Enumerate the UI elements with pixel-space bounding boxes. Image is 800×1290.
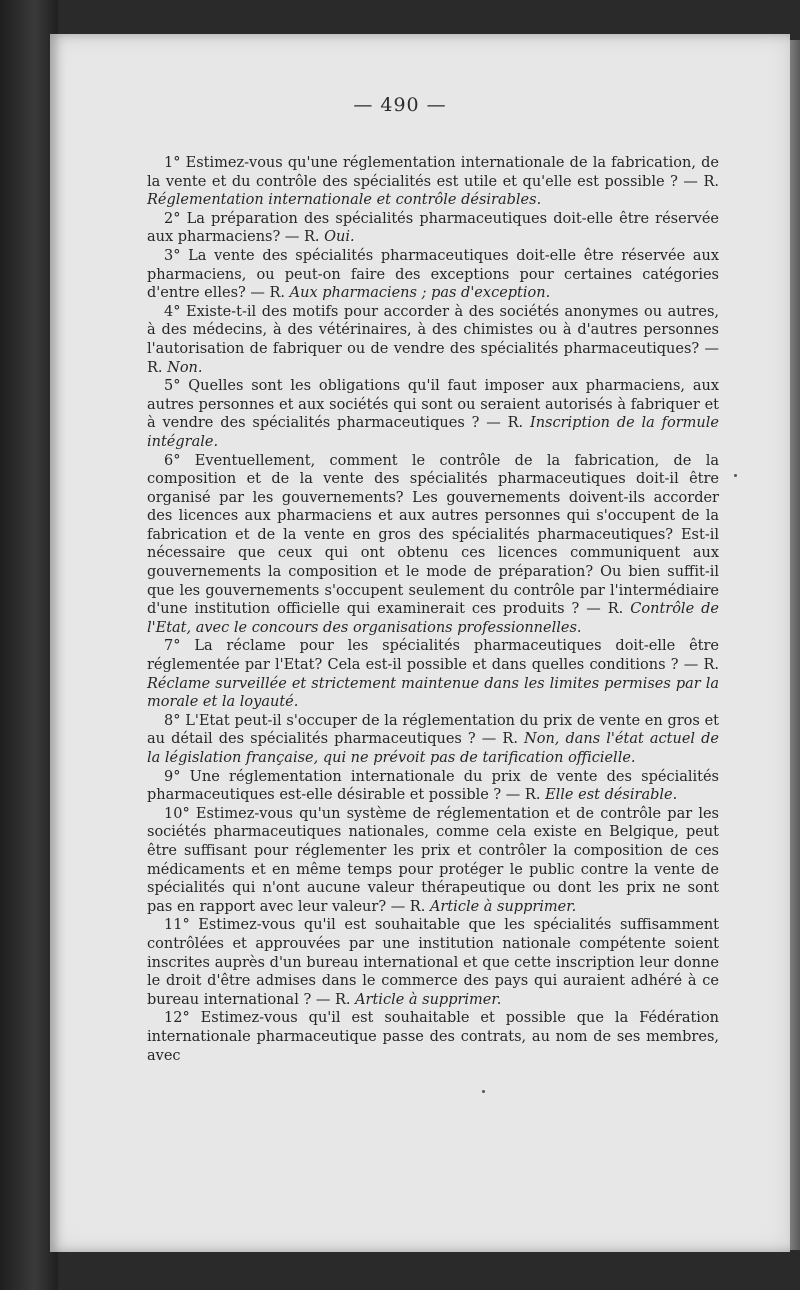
question-text: 10° Estimez-vous qu'un système de réglementation et de contrôle par les sociétés pharmaceutiques nationales, comme cela existe en Belgique, peut être suffisant pour réglementer les prix et contrôler la composition de ces médicaments et en même temps pour protéger le public contre la vente de spécialités qui n'ont aucune valeur thérapeutique ou dont les prix ne sont pas en rapport avec leur valeur? — R. xyxy=(147,805,719,915)
question-8 xyxy=(147,712,719,768)
answer-text: Article à supprimer. xyxy=(355,991,502,1008)
answer-text: Réclame surveillée et strictement maintenue dans les limites permises par la morale et la loyauté. xyxy=(147,675,719,711)
question-text: 8° L'Etat peut-il s'occuper de la réglementation du prix de vente en gros et au détail des spécialités pharmaceutiques ? — R. xyxy=(147,712,719,748)
answer-text: Non. xyxy=(167,359,203,376)
question-4 xyxy=(147,303,719,377)
question-11 xyxy=(147,916,719,1009)
answer-text: Aux pharmaciens ; pas d'exception. xyxy=(289,285,551,302)
question-text: 12° Estimez-vous qu'il est souhaitable et possible que la Fédération internationale pharmaceutique passe des contrats, au nom de ses membres, avec xyxy=(147,1010,719,1064)
question-7 xyxy=(147,637,719,711)
question-text: 11° Estimez-vous qu'il est souhaitable que les spécialités suffisamment contrôlées et approuvées par une institution nationale compétente soient inscrites auprès d'un bureau international et que cette inscription leur donne le droit d'être admises dans le commerce des pays qui auraient adhéré à ce bureau international ? — R. xyxy=(147,917,719,1008)
question-text: 6° Eventuellement, comment le contrôle de la fabrication, de la composition et de la vente des spécialités pharmaceutiques doit-il être organisé par les gouvernements? Les gouvernements doivent-ils accorder des licences aux pharmaciens et aux autres personnes qui s'occupent de la fabrication et de la vente en gros des spécialités pharmaceutiques? Est-il nécessaire que ceux qui ont obtenu ces licences communiquent aux gouvernements la composition et le mode de préparation? Ou bien suffit-il que les gouvernements s'occupent seulement du contrôle par l'intermédiaire d'une institution officielle qui examinerait ces produits ? — R. xyxy=(147,452,719,618)
question-9 xyxy=(147,768,719,805)
print-speck xyxy=(482,1090,485,1093)
question-text: 2° La préparation des spécialités pharmaceutiques doit-elle être réservée aux pharmaciens? — R. xyxy=(147,210,719,246)
question-text: 9° Une réglementation internationale du prix de vente des spécialités pharmaceutiques est-elle désirable et possible ? — R. xyxy=(147,768,719,804)
question-text: 3° La vente des spécialités pharmaceutiques doit-elle être réservée aux pharmaciens, ou peut-on faire des exceptions pour certaines catégories d'entre elles? — R. xyxy=(147,247,719,302)
print-speck xyxy=(734,474,737,477)
questionnaire-body xyxy=(147,154,719,1065)
answer-text: Réglementation internationale et contrôle désirables. xyxy=(147,192,542,209)
question-10 xyxy=(147,805,719,917)
question-2 xyxy=(147,210,719,247)
question-3 xyxy=(147,247,719,303)
question-6 xyxy=(147,452,719,638)
question-12 xyxy=(147,1009,719,1065)
answer-text: Inscription de la formule intégrale. xyxy=(147,415,719,450)
answer-text: Non, dans l'état actuel de la législation française, qui ne prévoit pas de tarification officielle. xyxy=(147,731,719,766)
page-number: — 490 — xyxy=(353,94,447,116)
question-text: 7° La réclame pour les spécialités pharmaceutiques doit-elle être réglementée par l'Etat? Cela est-il possible et dans quelles conditions ? — R. xyxy=(147,638,719,674)
question-5 xyxy=(147,377,719,451)
question-text: 4° Existe-t-il des motifs pour accorder à des sociétés anonymes ou autres, à des médecins, à des vétérinaires, à des chimistes ou à d'autres personnes l'autorisation de fabriquer ou de vendre des spécialités pharmaceutiques? — R. xyxy=(147,303,719,376)
question-1 xyxy=(147,154,719,210)
question-text: 5° Quelles sont les obligations qu'il faut imposer aux pharmaciens, aux autres personnes et aux sociétés qui sont ou seraient autorisés à fabriquer et à vendre des spécialités pharmaceutiques ? — R. xyxy=(147,378,719,432)
answer-text: Elle est désirable. xyxy=(545,787,678,804)
question-text: 1° Estimez-vous qu'une réglementation internationale de la fabrication, de la vente et du contrôle des spécialités est utile et qu'elle est possible ? — R. xyxy=(147,155,719,190)
answer-text: Article à supprimer. xyxy=(429,898,577,915)
answer-text: Contrôle de l'Etat, avec le concours des organisations professionnelles. xyxy=(147,601,720,636)
answer-text: Oui. xyxy=(324,229,355,246)
